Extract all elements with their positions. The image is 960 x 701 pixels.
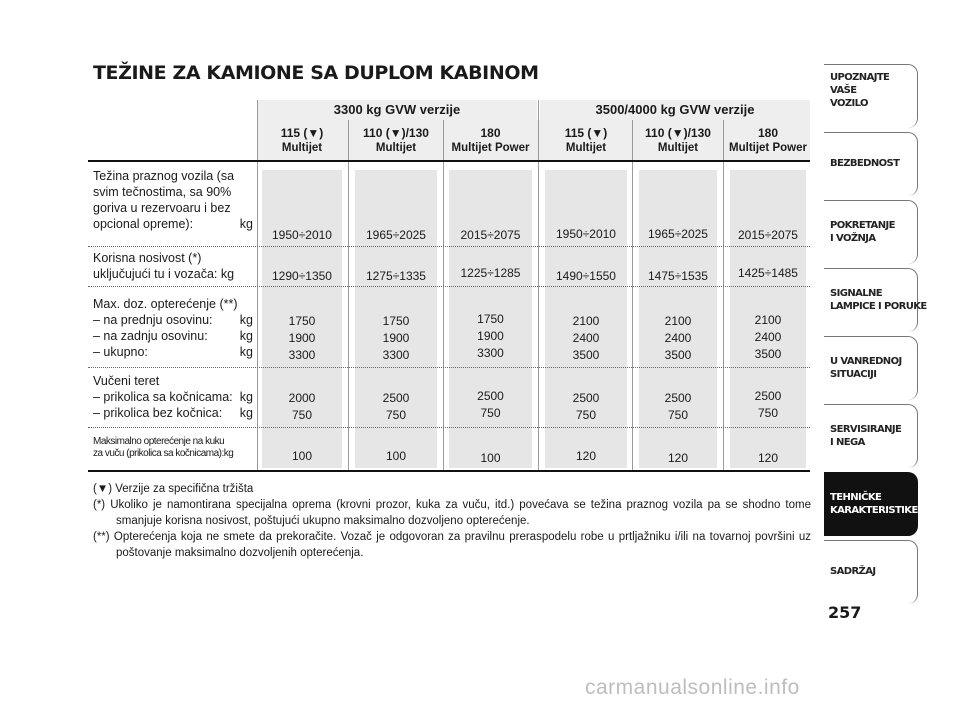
value-towed-load: 2500 750 [754,389,782,420]
value-payload: 1290÷1350 [272,269,332,283]
value-hitch-load: 100 [291,449,313,463]
value-payload: 1275÷1335 [366,269,426,283]
value-empty-weight: 1950÷2010 [272,228,332,242]
value-payload: 1225÷1285 [460,266,521,280]
value-towed-load: 2500 750 [664,391,692,422]
row-divider [88,427,810,428]
sidebar-tab-signalne[interactable]: SIGNALNE LAMPICE I PORUKE [824,268,918,332]
footnote-max-load: (**) Opterećenja koja ne smete da prekoračite. Vozač je odgovoran za pravilnu preraspodelu robe u prtljažniku i/ili na tovarnoj površini uz poštovanje maksimalno dozvoljenih opterećenja. [93,531,811,559]
sidebar-tab-upoznajte[interactable]: UPOZNAJTE VAŠE VOZILO [824,64,918,128]
sidebar-tab-pokretanje[interactable]: POKRETANJE I VOŽNJA [824,200,918,264]
value-empty-weight: 1965÷2025 [366,228,426,242]
value-max-load: 1750 1900 3300 [477,312,504,360]
column-header-2: 110 (▼)/130 Multijet [363,126,429,154]
column-divider [632,120,633,472]
sidebar-tab-sadrzaj[interactable]: SADRŽAJ [824,540,918,604]
row-label-hitch-load: Maksimalno opterećenje na kuku za vuču (prikolica sa kočnicama):kg [93,436,234,459]
row-divider [88,286,810,287]
page-title: TEŽINE ZA KAMIONE SA DUPLOM KABINOM [93,62,539,84]
value-empty-weight: 2015÷2075 [738,228,798,242]
footnote-market: (▼) Verzije za specifična tržišta [93,483,254,495]
sidebar-tab-bezbednost[interactable]: BEZBEDNOST [824,132,918,196]
value-hitch-load: 120 [575,449,597,463]
sidebar-tab-servisiranje[interactable]: SERVISIRANJE I NEGA [824,404,918,468]
value-towed-load: 2500 750 [477,389,504,420]
value-towed-load: 2500 750 [382,391,410,422]
group-label-3300: 3300 kg GVW verzije [333,102,461,117]
table-bottom-rule [88,470,810,472]
value-towed-load: 2500 750 [572,391,600,422]
column-header-6: 180 Multijet Power [729,126,807,154]
value-max-load: 2100 2400 3500 [664,314,692,362]
watermark-text: carmanualsonline.info [585,676,800,699]
row-divider [88,367,810,368]
footnotes [93,481,811,561]
page-number: 257 [828,603,862,622]
column-header-5: 110 (▼)/130 Multijet [645,126,711,154]
group-label-3500: 3500/4000 kg GVW verzije [595,102,755,117]
value-towed-load: 2000 750 [288,391,316,422]
sidebar-tab-tehnicke[interactable]: TEHNIČKE KARAKTERISTIKE [824,472,918,536]
row-label-payload: Korisna nosivost (*) uključujući tu i vozača: kg [93,251,235,281]
column-header-4: 115 (▼) Multijet [564,126,608,154]
column-header-3: 180 Multijet Power [451,126,530,154]
value-payload: 1490÷1550 [556,269,616,283]
value-payload: 1425÷1485 [738,266,798,280]
column-divider [723,120,724,472]
column-header-1: 115 (▼) Multijet [280,126,324,154]
value-empty-weight: 1950÷2010 [556,227,616,241]
sidebar-tab-vanrednoj[interactable]: U VANREDNOJ SITUACIJI [824,336,918,400]
row-label-towed-load: Vučeni teret – prikolica sa kočnicama: kg – prikolica bez kočnica: kg [93,374,253,420]
value-empty-weight: 2015÷2075 [460,228,521,242]
value-payload: 1475÷1535 [648,269,708,283]
row-label-empty-weight: Težina praznog vozila (sa svim tečnostima, sa 90% goriva u rezervoaru i bez opcional opreme): kg [93,169,253,231]
header-rule [88,160,810,162]
column-divider [348,120,349,472]
value-hitch-load: 120 [667,451,689,465]
value-max-load: 2100 2400 3500 [754,313,782,361]
value-hitch-load: 120 [757,451,779,465]
row-divider [88,246,810,247]
value-hitch-load: 100 [480,451,501,465]
value-hitch-load: 100 [385,449,407,463]
row-label-max-load: Max. doz. opterećenje (**) – na prednju osovinu: kg – na zadnju osovinu: kg – ukupno: kg [93,297,253,359]
value-empty-weight: 1965÷2025 [648,227,708,241]
value-max-load: 1750 1900 3300 [288,314,316,362]
value-max-load: 2100 2400 3500 [572,314,600,362]
value-max-load: 1750 1900 3300 [382,314,410,362]
footnote-payload: (*) Ukoliko je namontirana specijalna oprema (krovni prozor, kuka za vuču, itd.) povećava se težina praznog vozila pa se shodno tome smanjuje korisna nosivost, poštujući ukupno maksimalno dozvoljeno opterećenje. [93,499,811,527]
